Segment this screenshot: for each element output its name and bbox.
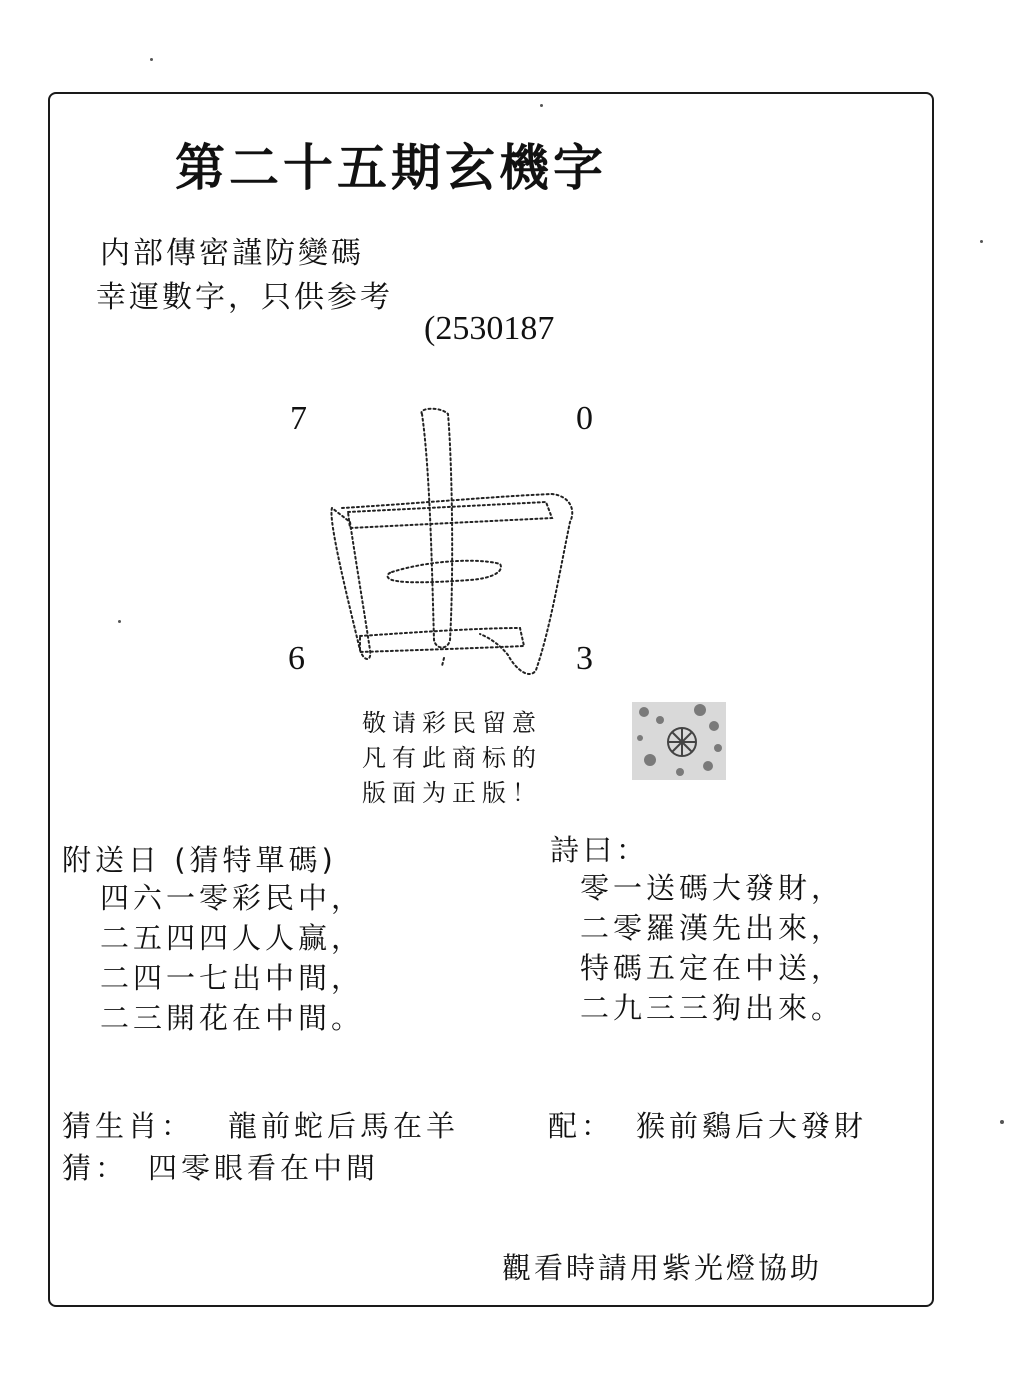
gift-verse — [100, 878, 364, 1038]
poem-line: 特碼五定在中送， — [580, 951, 845, 985]
gift-line: 二四一七出中間， — [100, 961, 365, 995]
zodiac-match-value: 猴前鷄后大發財 — [636, 1109, 868, 1143]
riddle-label: 猜： — [62, 1151, 129, 1185]
notice-line: 版面为正版！ — [362, 779, 542, 807]
poem-line: 二九三三狗出來。 — [580, 991, 845, 1025]
scan-speck — [980, 240, 983, 243]
scan-speck — [150, 58, 153, 61]
uv-light-note: 觀看時請用紫光燈協助 — [502, 1251, 823, 1285]
gift-line: 二五四四人人赢， — [100, 921, 365, 955]
gift-heading: 附送日 (猜特單碼) — [62, 843, 337, 877]
zodiac-guess-label: 猜生肖： — [62, 1109, 195, 1143]
zodiac-match-label: 配： — [548, 1109, 615, 1143]
scan-speck — [1000, 1120, 1004, 1124]
intro-line-1: 内部傳密謹防變碼 — [100, 236, 364, 271]
notice-line: 敬请彩民留意 — [362, 709, 542, 737]
poem-line: 二零羅漢先出來， — [580, 911, 845, 945]
riddle-value: 四零眼看在中間 — [148, 1151, 380, 1185]
page-title: 第二十五期玄機字 — [175, 139, 607, 197]
mystery-glyph-graphic — [320, 400, 590, 690]
lucky-code: (2530187 — [424, 310, 555, 347]
scan-speck — [540, 104, 543, 107]
scan-speck — [118, 620, 121, 623]
corner-number-top-right: 0 — [576, 400, 593, 437]
gift-line: 二三開花在中間。 — [100, 1001, 365, 1035]
poem-verse — [580, 868, 844, 1028]
trademark-stamp — [630, 700, 728, 782]
poem-heading: 詩曰： — [550, 833, 650, 867]
intro-line-2: 幸運數字，只供参考 — [96, 280, 393, 315]
corner-number-top-left: 7 — [290, 400, 307, 437]
notice-line: 凡有此商标的 — [362, 744, 542, 772]
zodiac-guess-value: 龍前蛇后馬在羊 — [228, 1109, 460, 1143]
poem-line: 零一送碼大發財， — [580, 871, 845, 905]
corner-number-bottom-left: 6 — [288, 640, 305, 677]
corner-number-bottom-right: 3 — [576, 640, 593, 677]
gift-line: 四六一零彩民中， — [100, 881, 365, 915]
authenticity-notice — [362, 706, 542, 811]
